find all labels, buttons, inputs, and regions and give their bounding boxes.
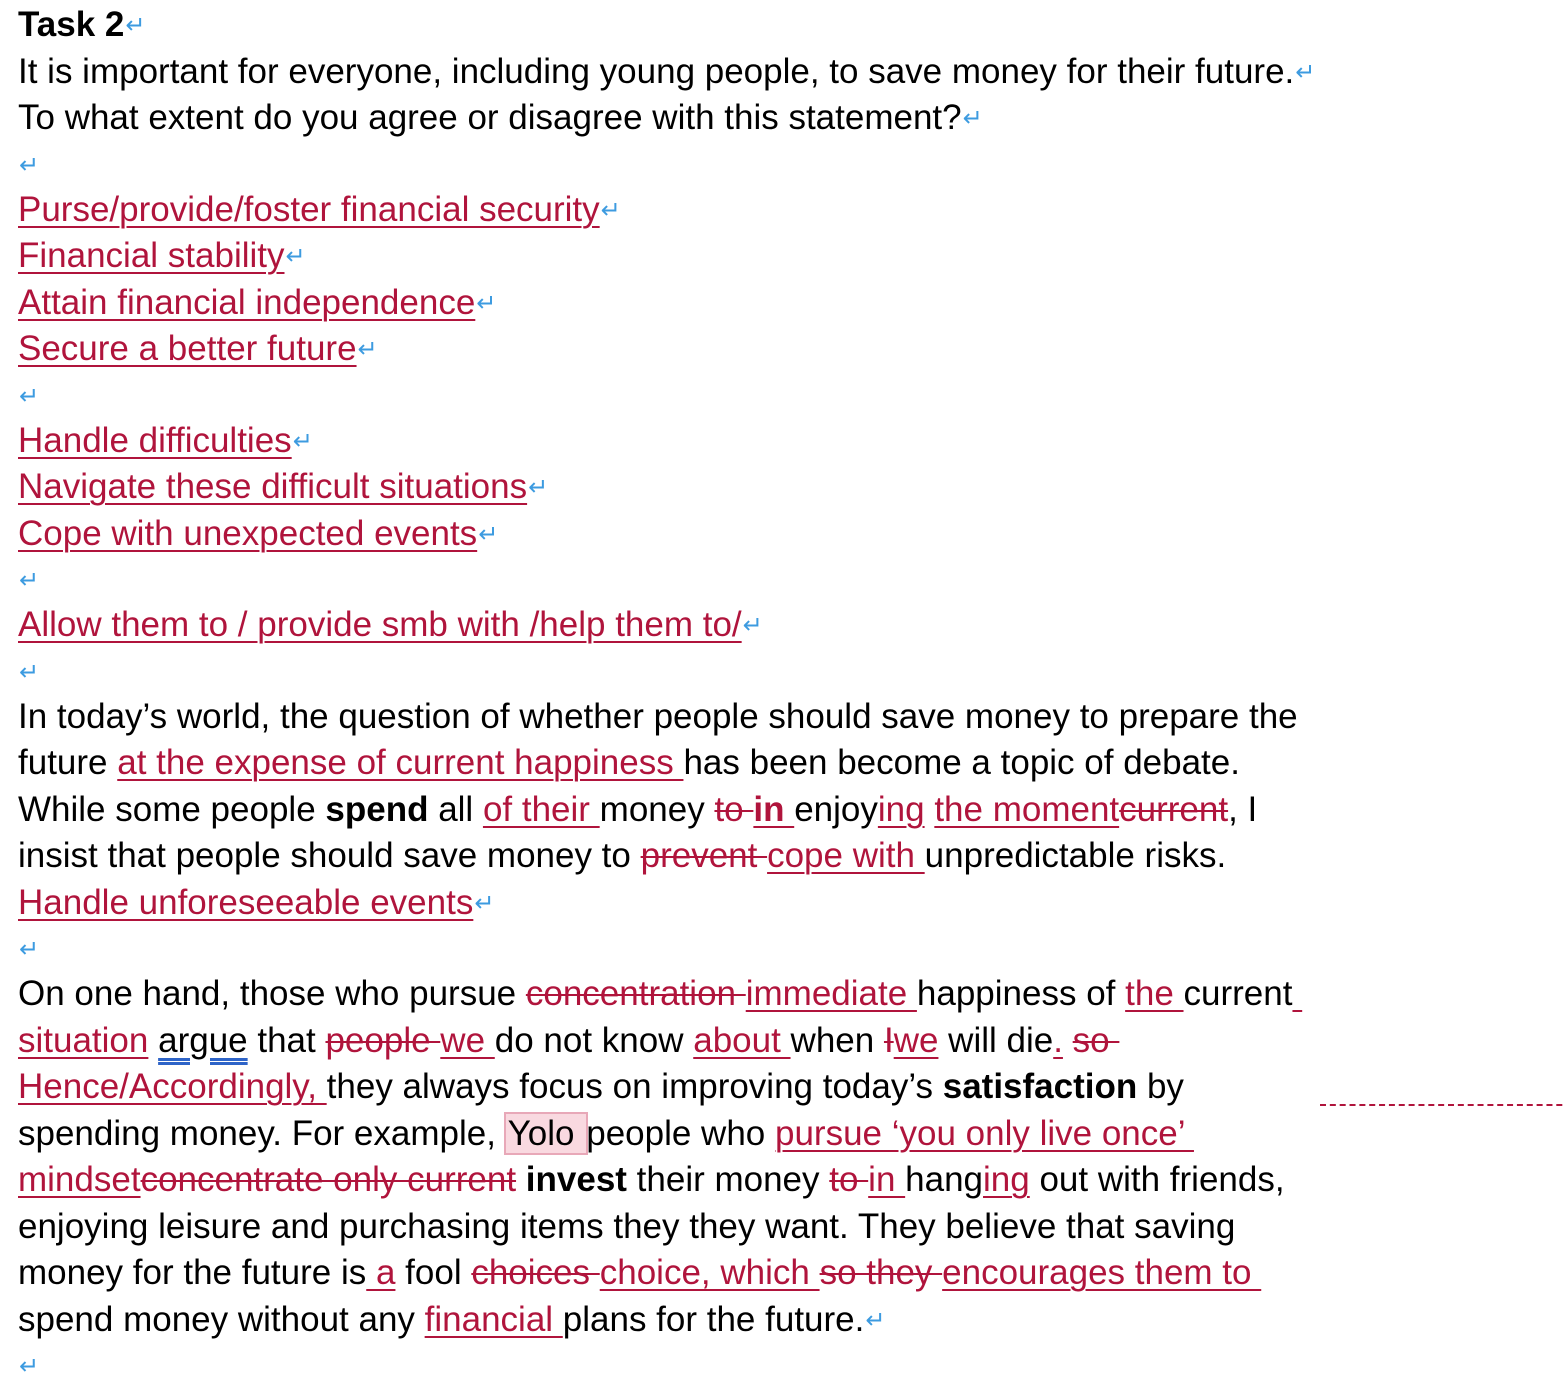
paragraph-mark-icon: ↵ [1295, 58, 1316, 86]
deleted-text: so [1072, 1020, 1120, 1060]
inserted-text: choice, which [599, 1253, 820, 1292]
inserted-text: Secure a better future [18, 329, 357, 368]
inserted-text: financial [424, 1299, 563, 1339]
inserted-text: mindset [18, 1160, 141, 1199]
body-text: has been become a topic of debate. [683, 743, 1240, 782]
body-text: money [599, 789, 715, 829]
paragraph-mark-icon: ↵ [962, 105, 983, 132]
deleted-text: concentrate only current [140, 1160, 517, 1199]
vocab-line [18, 233, 1558, 280]
inserted-text: Cope with unexpected events [18, 513, 478, 553]
body-text: spending money. For example, [18, 1113, 506, 1153]
body-text: do not know [494, 1020, 694, 1060]
paragraph-mark-icon: ↵ [285, 243, 306, 270]
inserted-text [1292, 974, 1302, 1013]
body-text: spend money without any [18, 1299, 425, 1339]
essay-line [18, 1204, 1558, 1251]
paragraph-mark-icon: ↵ [742, 612, 763, 639]
inserted-text: immediate [745, 974, 917, 1013]
deleted-text: people [325, 1020, 441, 1060]
body-text: , I [1228, 789, 1258, 829]
paragraph-mark-icon: ↵ [865, 1306, 886, 1334]
inserted-text: . [1053, 1020, 1063, 1060]
vocab-line [18, 511, 1558, 558]
body-text: future [18, 743, 118, 782]
inserted-text: the moment [934, 789, 1120, 829]
paragraph-mark-icon: ↵ [19, 936, 40, 963]
inserted-text: cope with [767, 836, 925, 875]
vocab-line [18, 187, 1558, 234]
body-text [925, 790, 935, 829]
vocab-line [18, 418, 1558, 465]
essay-line [18, 740, 1558, 787]
inserted-text: Financial stability [18, 236, 285, 275]
paragraph-mark-icon: ↵ [19, 1353, 40, 1380]
inserted-text: situation [18, 1020, 149, 1060]
empty-line [18, 649, 1558, 694]
inserted-text: Attain financial independence [18, 282, 476, 322]
deleted-text: prevent [640, 836, 768, 875]
bold-text: spend [325, 789, 429, 829]
deleted-text: so they [819, 1253, 943, 1292]
body-text: they always focus on improving today’s [326, 1067, 943, 1106]
essay-line [18, 787, 1558, 834]
deleted-text: concentration [525, 974, 746, 1013]
body-text: their money [626, 1160, 830, 1199]
paragraph-mark-icon: ↵ [19, 151, 40, 179]
inserted-text: ing [983, 1160, 1030, 1199]
bold-text: satisfaction [942, 1067, 1138, 1106]
body-text: In today’s world, the question of whether people should save money to prepare the [18, 696, 1298, 736]
paragraph-mark-icon: ↵ [19, 567, 40, 594]
paragraph-mark-icon: ↵ [19, 658, 40, 686]
empty-line [18, 926, 1558, 971]
heading-line [18, 2, 1558, 49]
essay-line [18, 971, 1558, 1018]
inserted-text: Purse/provide/foster financial security [18, 189, 600, 229]
body-text: money for the future is [18, 1253, 367, 1292]
essay-line [18, 1157, 1558, 1204]
body-text [148, 1021, 158, 1060]
inserted-text: Handle unforeseeable events [18, 882, 474, 922]
inserted-text: pursue ‘you only live once’ [775, 1113, 1194, 1153]
inserted-text: in [868, 1160, 906, 1199]
comment-anchor-line[interactable] [1320, 1104, 1564, 1106]
inserted-text: at the expense of current happiness [117, 743, 684, 782]
inserted-text: Navigate these difficult situations [18, 467, 528, 506]
body-text: While some people [18, 789, 326, 829]
essay-line [18, 833, 1558, 880]
body-text: enjoy [794, 789, 878, 829]
essay-line [18, 1250, 1558, 1297]
commented-text-highlight[interactable]: Yolo [507, 1113, 585, 1153]
bold-text: invest [525, 1160, 627, 1199]
body-text: that [247, 1020, 326, 1060]
body-text: enjoying leisure and purchasing items they they want. They believe that saving [18, 1206, 1236, 1246]
empty-line [18, 373, 1558, 418]
paragraph-mark-icon: ↵ [474, 889, 495, 917]
inserted-text: we [893, 1020, 939, 1060]
inserted-text: in [753, 789, 795, 829]
inserted-text: Allow them to / provide smb with /help them to/ [18, 605, 742, 644]
paragraph-mark-icon: ↵ [19, 382, 40, 410]
paragraph-mark-icon: ↵ [292, 427, 313, 455]
body-text: people who [586, 1113, 775, 1153]
prompt-text: To what extent do you agree or disagree with this statement? [18, 98, 962, 137]
essay-line [18, 880, 1558, 927]
inserted-text: the [1125, 974, 1184, 1013]
prompt-text: It is important for everyone, including young people, to save money for their future. [18, 51, 1295, 91]
inserted-text: Handle difficulties [18, 420, 292, 460]
inserted-text: we [440, 1020, 495, 1060]
grammar-flagged-text[interactable]: argue [158, 1020, 248, 1060]
task-heading: Task 2 [18, 5, 125, 44]
body-text: insist that people should save money to [18, 836, 641, 875]
body-text: fool [395, 1253, 472, 1292]
prompt-line-1 [18, 49, 1558, 96]
paragraph-mark-icon: ↵ [600, 196, 621, 224]
body-text: On one hand, those who pursue [18, 974, 526, 1013]
paragraph-mark-icon: ↵ [528, 474, 549, 501]
deleted-text: current [1119, 789, 1229, 829]
inserted-text: of their [482, 789, 600, 829]
paragraph-mark-icon: ↵ [357, 336, 378, 363]
body-text: plans for the future. [562, 1299, 865, 1339]
essay-line [18, 1111, 1558, 1158]
vocab-line [18, 464, 1558, 511]
essay-line [18, 1297, 1558, 1344]
vocab-line [18, 602, 1558, 649]
paragraph-mark-icon: ↵ [478, 520, 499, 548]
vocab-line [18, 280, 1558, 327]
empty-line [18, 557, 1558, 602]
body-text: happiness of [916, 974, 1126, 1013]
deleted-text: to [829, 1160, 869, 1199]
body-text: will die [938, 1020, 1054, 1060]
body-text: when [790, 1020, 884, 1060]
inserted-text: ing [877, 789, 925, 829]
body-text: all [428, 789, 483, 829]
deleted-text: to [714, 789, 754, 829]
body-text: out with friends, [1029, 1160, 1285, 1199]
essay-line [18, 1018, 1558, 1065]
inserted-text: a [366, 1253, 396, 1292]
essay-line [18, 694, 1558, 741]
inserted-text: Hence/Accordingly, [18, 1067, 327, 1106]
vocab-line [18, 326, 1558, 373]
body-text [516, 1160, 526, 1199]
essay-line [18, 1064, 1558, 1111]
body-text: by [1137, 1067, 1184, 1106]
body-text [1063, 1021, 1073, 1060]
paragraph-mark-icon: ↵ [476, 289, 497, 317]
empty-line [18, 142, 1558, 187]
empty-line [18, 1343, 1558, 1388]
prompt-line-2 [18, 95, 1558, 142]
paragraph-mark-icon: ↵ [125, 12, 146, 39]
inserted-text: encourages them to [942, 1253, 1262, 1292]
inserted-text: about [693, 1020, 791, 1060]
body-text: hang [905, 1160, 984, 1199]
body-text: current [1183, 974, 1293, 1013]
deleted-text: I [883, 1020, 894, 1060]
body-text: unpredictable risks. [924, 836, 1227, 875]
deleted-text: choices [471, 1253, 600, 1292]
